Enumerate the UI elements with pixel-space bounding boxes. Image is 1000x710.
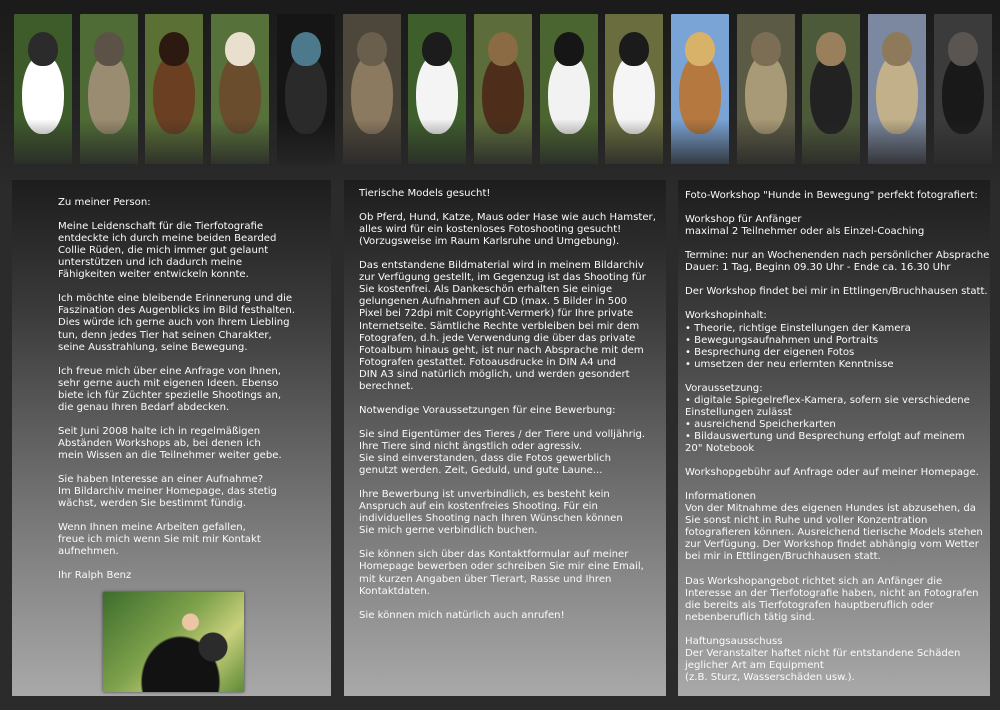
animal-models-text: Tierische Models gesucht! Ob Pferd, Hund, Katze, Maus oder Hase wie auch Hamster, alles wird für ein kostenloses Fotoshooting gesucht! (Vorzugsweise im Raum Karlsruhe und Umgebung). Das entstandene Bildmaterial wird in meinem Bildarchiv zur Verfügung gestellt, im Gegenzug ist das Shooting für Sie kostenfrei. Als Dankeschön erhalten Sie einige gelungenen Aufnahmen auf CD (max. 5 Bilder in 500 Pixel bei 72dpi mit Copyright-Vermerk) für Ihre private Internetseite. Sämtliche Rechte verbleiben bei mir dem Fotografen, d.h. jede Verwendung die über das private Fotoalbum hinaus geht, ist nur nach Absprache mit dem Fotografen gestattet. Fotoausdrucke in DIN A4 und DIN A3 sind natürlich möglich, und werden gesondert berechnet. Notwendige Voraussetzungen für eine Bewerbung: Sie sind Eigentümer des Tieres / der Tiere und volljährig. Ihre Tiere sind nicht ängstlich oder agressiv. Sie sind einverstanden, dass die Fotos gewerblich genutzt werden. Zeit, Geduld, und gute Laune... Ihre Bewerbung ist unverbindlich, es besteht kein Anspruch auf ein kostenfreies Shooting. Für ein individuelles Shooting nach Ihren Wünschen können Sie mich gerne verbindlich buchen. Sie können sich über das Kontaktformular auf meiner Homepage bewerben oder schreiben Sie mir eine Email, mit kurzen Angaben über Tierart, Rasse und Ihren Kontaktdaten. Sie können mich natürlich auch anrufen! — [359, 188, 656, 621]
horse-eye-photo — [277, 14, 335, 164]
workshop-panel — [678, 180, 990, 696]
briard-dog-photo — [934, 14, 992, 164]
horse-photo — [145, 14, 203, 164]
australian-shepherd-photo — [14, 14, 72, 164]
photographer-portrait — [103, 592, 244, 692]
puppy-with-toy-photo — [474, 14, 532, 164]
shaggy-dog-running-photo — [868, 14, 926, 164]
tabby-cat-photo — [80, 14, 138, 164]
about-me-panel — [12, 180, 331, 696]
border-collie-puppy-photo — [540, 14, 598, 164]
about-me-text: Zu meiner Person: Meine Leidenschaft für die Tierfotografie entdeckte ich durch meine beiden Bearded Collie Rüden, die mich immer gut gelaunt unterstützen und ich dadurch meine Fähigkeiten weiter entwickeln konnte. Ich möchte eine bleibende Erinnerung und die Faszination des Augenblicks im Bild festhalten. Dies würde ich gerne auch von Ihrem Liebling tun, denn jedes Tier hat seinen Charakter, seine Ausstrahlung, seine Bewegung. Ich freue mich über eine Anfrage von Ihnen, sehr gerne auch mit eigenen Ideen. Ebenso biete ich für Züchter spezielle Shootings an, die genau Ihren Bedarf abdecken. Seit Juni 2008 halte ich in regelmäßigen Abständen Workshops ab, bei denen ich mein Wissen an die Teilnehmer weiter gebe. Sie haben Interesse an einer Aufnahme? Im Bildarchiv meiner Homepage, das stetig wächst, werden Sie bestimmt fündig. Wenn Ihnen meine Arbeiten gefallen, freue ich mich wenn Sie mit mir Kontakt aufnehmen. Ihr Ralph Benz — [58, 197, 295, 582]
wolves-photo — [343, 14, 401, 164]
black-white-cat-photo — [408, 14, 466, 164]
dalmatian-photo — [605, 14, 663, 164]
animal-models-panel — [344, 180, 666, 696]
black-dog-running-photo — [802, 14, 860, 164]
wildcat-photo — [737, 14, 795, 164]
eagle-photo — [211, 14, 269, 164]
workshop-text: Foto-Workshop "Hunde in Bewegung" perfekt fotografiert: Workshop für Anfänger maximal 2 Teilnehmer oder als Einzel-Coaching Termine: nur an Wochenenden nach persönlicher Absprache Dauer: 1 Tag, Beginn 09.30 Uhr - Ende ca. 16.30 Uhr Der Workshop findet bei mir in Ettlingen/Bruchhausen statt. Workshopinhalt: • Theorie, richtige Einstellungen der Kamera • Bewegungsaufnahmen und Portraits • Besprechung der eigenen Fotos • umsetzen der neu erlernten Kenntnisse Voraussetzung: • digitale Spiegelreflex-Kamera, sofern sie verschiedene Einstellungen zulässt • ausreichend Speicherkarten • Bildauswertung und Besprechung erfolgt auf meinem 20" Notebook Workshopgebühr auf Anfrage oder auf meiner Homepage. Informationen Von der Mitnahme des eigenen Hundes ist abzusehen, da Sie sonst nicht in Ruhe und voller Konzentration fotografieren können. Ausreichend tierische Models stehen zur Verfügung. Der Workshop findet abhängig vom Wetter bei mir in Ettlingen/Bruchhausen statt. Das Workshopangebot richtet sich an Anfänger die Interesse an der Tierfotografie haben, nicht an Fotografen die bereits als Tierfotografen hauptberuflich oder nebenberuflich tätig sind. Haftungsausschuss Der Veranstalter haftet nicht für entstandene Schäden jeglicher Art am Equipment (z.B. Sturz, Wasserschäden usw.). — [685, 190, 990, 683]
animal-photo-strip — [0, 0, 1000, 185]
ridgeback-jumping-photo — [671, 14, 729, 164]
